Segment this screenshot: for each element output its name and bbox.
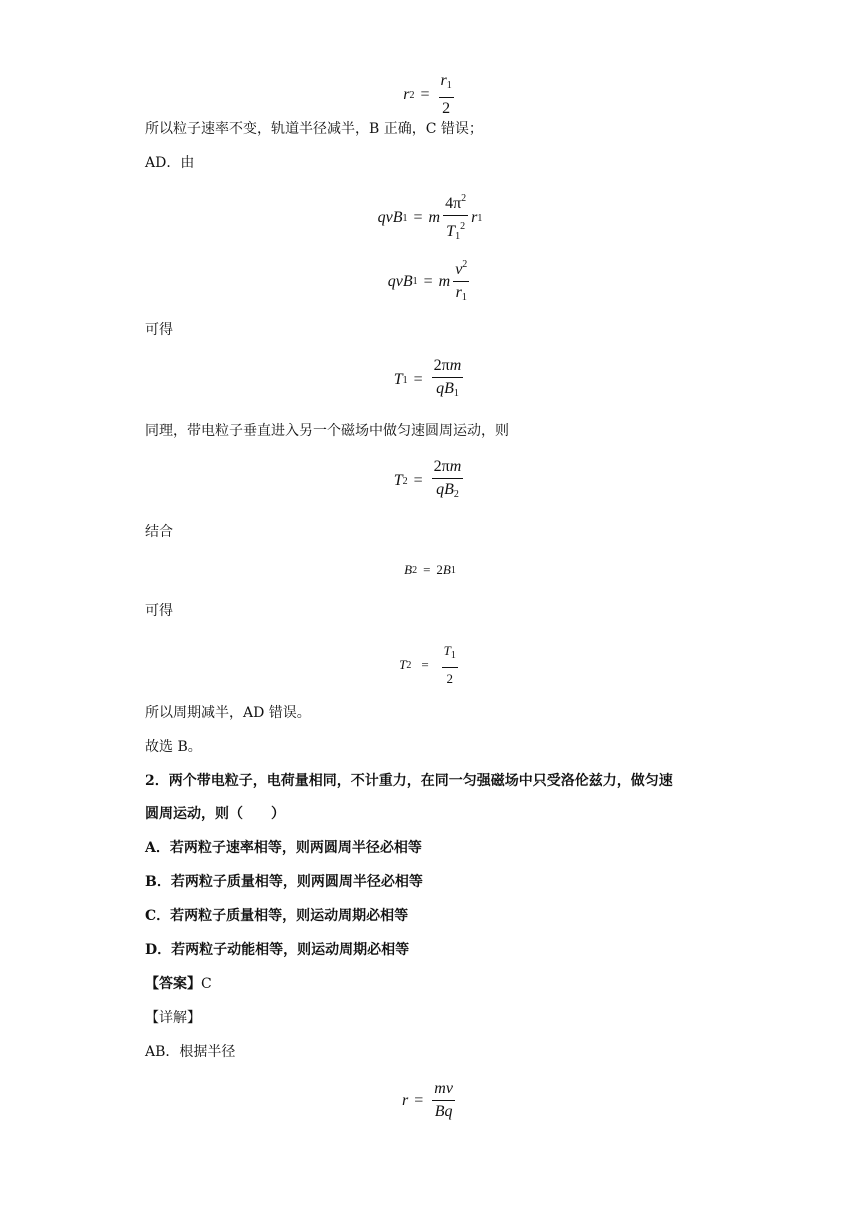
answer-line <box>145 974 212 994</box>
equation-T2-half: T 2 = $\frac{T_1}{2}$ <box>399 643 456 686</box>
equation-B2: B 2 = 2 B 1 <box>404 562 456 577</box>
text-line: 结合 <box>145 524 173 540</box>
equation-T2: T 2 = $\frac{2\pi m}{qB_2}$ <box>393 458 462 500</box>
text-line: AB．根据半径 <box>145 1044 236 1060</box>
text-line: 同理，带电粒子垂直进入另一个磁场中做匀速圆周运动，则 <box>145 423 509 439</box>
equation-r2: r 2 = $\frac{r_1}{2}$ <box>403 72 452 117</box>
answer-value: C <box>201 976 212 992</box>
text-line: 所以粒子速率不变，轨道半径减半，B 正确，C 错误； <box>145 121 483 137</box>
detail-label: 【详解】 <box>145 1010 201 1026</box>
option-c: C．若两粒子质量相等，则运动周期必相等 <box>145 908 409 924</box>
equation-T1: T 1 = $\frac{2\pi m}{qB_1}$ <box>393 357 462 399</box>
question-2-stem: 2．两个带电粒子，电荷量相同，不计重力，在同一匀强磁场中只受洛伦兹力，做匀速 <box>145 773 673 789</box>
option-b: B．若两粒子质量相等，则两圆周半径必相等 <box>145 874 423 890</box>
text-line: 所以周期减半，AD 错误。 <box>145 705 311 721</box>
equation-centripetal-velocity: q v B 1 = m $\frac{v^2}{r_1}$ <box>0 256 860 307</box>
equation-centripetal-period: q v B 1 = m $\frac{4\pi^2}{T_1^2}$ r 1 <box>0 190 860 246</box>
question-2-stem-cont: 圆周运动，则（ ） <box>145 806 285 822</box>
text-line: 可得 <box>145 603 173 619</box>
option-a: A．若两粒子速率相等，则两圆周半径必相等 <box>145 840 422 856</box>
equation-radius: r = $\frac{mv}{Bq}$ <box>402 1080 453 1120</box>
answer-label: 【答案】 <box>145 976 201 992</box>
option-d: D．若两粒子动能相等，则运动周期必相等 <box>145 942 410 958</box>
text-line: 可得 <box>145 322 173 338</box>
text-line: 故选 B。 <box>145 739 202 755</box>
text-line: AD．由 <box>145 155 195 171</box>
